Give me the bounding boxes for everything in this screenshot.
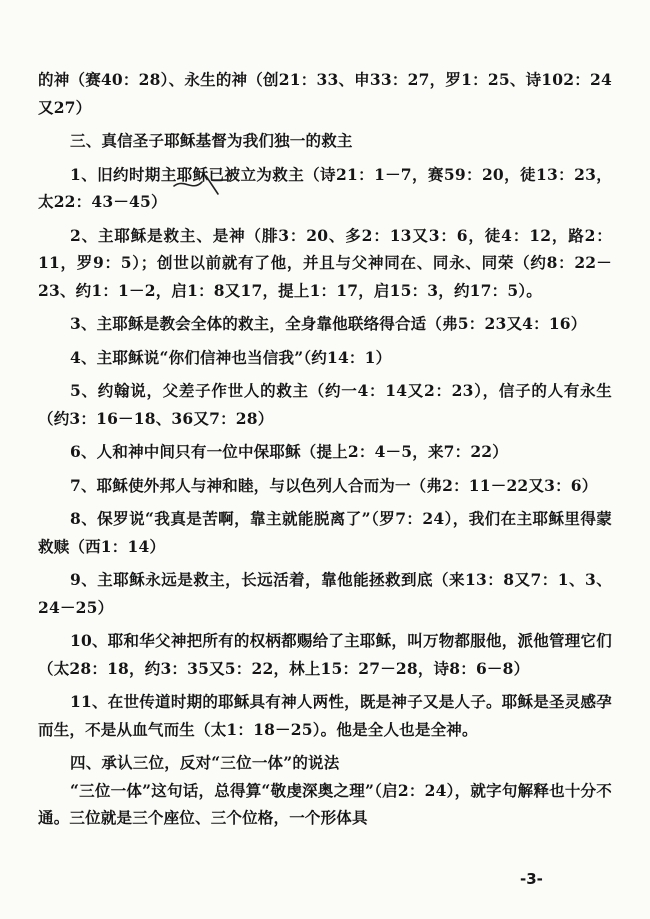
paragraph-item-1: 1、旧约时期主耶稣已被立为救主（诗21：1－7，赛59：20，徒13：23，太22：43－45） xyxy=(38,164,612,211)
paragraph-item-7: 7、耶稣使外邦人与神和睦，与以色列人合而为一（弗2：11－22又3：6） xyxy=(70,475,598,495)
paragraph-trinity: “三位一体”这句话，总得算“敬虔深奥之理”（启2：24），就字句解释也十分不通。三位就是三个座位、三个位格，一个形体具 xyxy=(38,780,612,827)
document-body xyxy=(38,66,612,832)
paragraph-continuation: 的神（赛40：28）、永生的神（创21：33、申33：27，罗1：25、诗102：24又27） xyxy=(38,70,612,117)
paragraph-item-4: 4、主耶稣说“你们信神也当信我”（约14：1） xyxy=(70,347,392,367)
paragraph-item-9: 9、主耶稣永远是救主，长远活着，靠他能拯救到底（来13：8又7：1、3、24－25） xyxy=(38,570,612,617)
paragraph-item-10: 10、耶和华父神把所有的权柄都赐给了主耶稣，叫万物都服他，派他管理它们（太28：18，约3：35又5：22，林上15：27－28，诗8：6－8） xyxy=(38,631,612,678)
paragraph-item-8: 8、保罗说“我真是苦啊，靠主就能脱离了”（罗7：24），我们在主耶稣里得蒙救赎（西1：14） xyxy=(38,509,612,556)
paragraph-item-6: 6、人和神中间只有一位中保耶稣（提上2：4－5，来7：22） xyxy=(70,442,508,461)
paragraph-item-3: 3、主耶稣是教会全体的救主，全身靠他联络得合适（弗5：23又4：16） xyxy=(70,314,587,333)
section-heading-3: 三、真信圣子耶稣基督为我们独一的救主 xyxy=(70,131,353,150)
paragraph-item-5: 5、约翰说，父差子作世人的救主（约一4：14又2：23），信子的人有永生（约3：16－18、36又7：28） xyxy=(38,381,612,428)
page-number: -3- xyxy=(520,870,543,888)
paragraph-item-11: 11、在世传道时期的耶稣具有神人两性，既是神子又是人子。耶稣是圣灵感孕而生，不是从血气而生（太1：18－25）。他是全人也是全神。 xyxy=(38,692,612,739)
section-heading-4: 四、承认三位，反对“三位一体”的说法 xyxy=(70,753,340,772)
paragraph-item-2: 2、主耶稣是救主、是神（腓3：20、多2：13又3：6，徒4：12，路2：11，罗9：5）；创世以前就有了他，并且与父神同在、同永、同荣（约8：22－23、约1：1－2，启1：8又17，提上1：17，启15：3，约17：5）。 xyxy=(38,225,612,300)
